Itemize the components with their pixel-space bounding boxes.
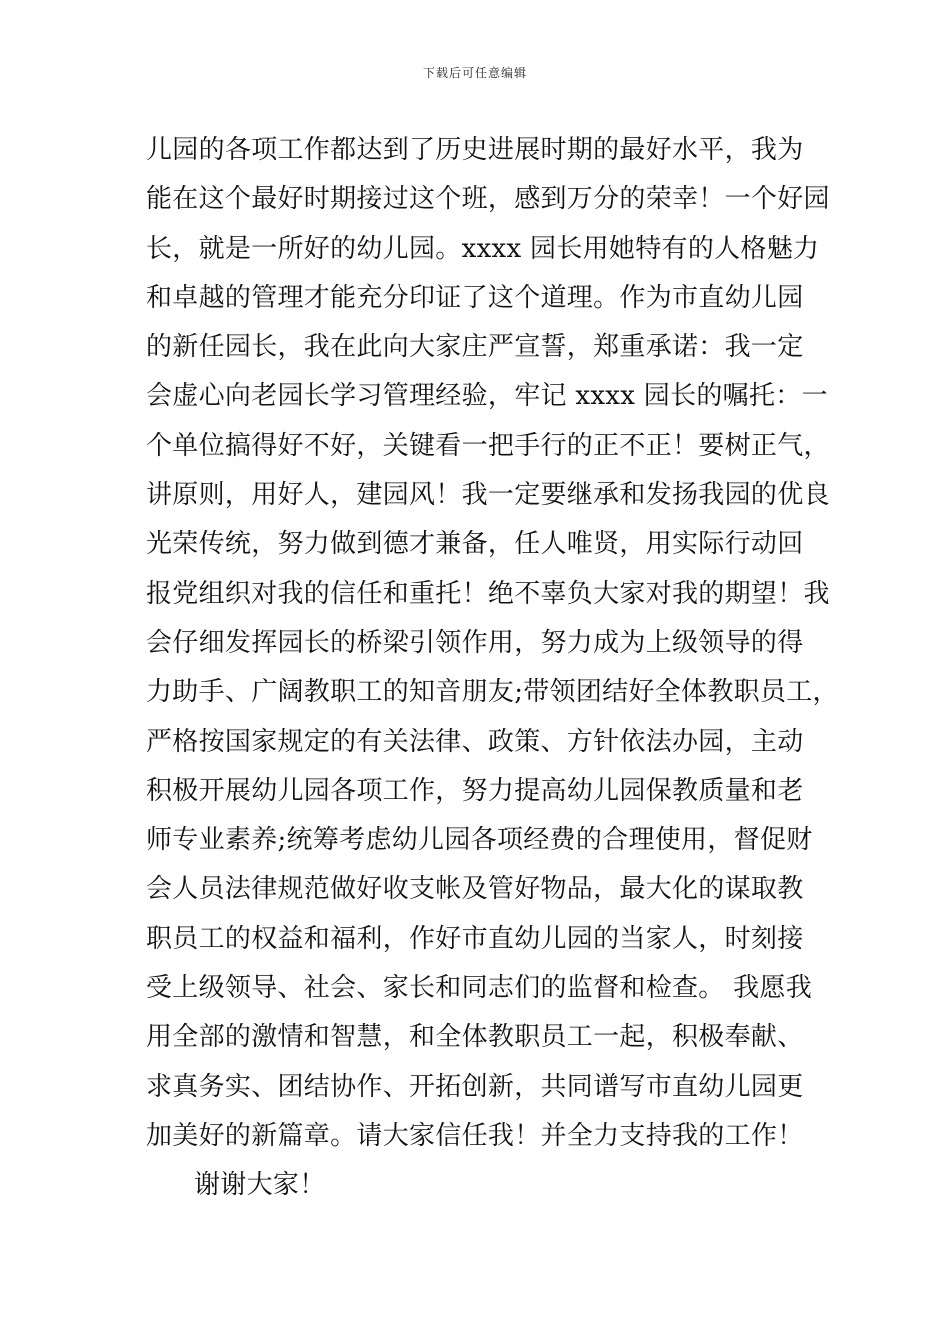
body-line: 职员工的权益和福利，作好市直幼儿园的当家人，时刻接 — [146, 923, 804, 954]
body-line: 用全部的激情和智慧，和全体教职员工一起，积极奉献、 — [146, 1022, 804, 1053]
speech-body — [146, 126, 839, 1211]
header-note: 下载后可任意编辑 — [422, 66, 527, 80]
body-line: 积极开展幼儿园各项工作，努力提高幼儿园保教质量和老 — [146, 775, 804, 806]
body-line: 会仔细发挥园长的桥梁引领作用，努力成为上级领导的得 — [146, 627, 804, 658]
body-line: 严格按国家规定的有关法律、政策、方针依法办园，主动 — [146, 726, 804, 757]
body-line: 和卓越的管理才能充分印证了这个道理。作为市直幼儿园 — [146, 282, 804, 313]
body-line: 受上级领导、社会、家长和同志们的监督和检查。 我愿我 — [146, 973, 813, 1004]
body-line: 会人员法律规范做好收支帐及管好物品，最大化的谋取教 — [146, 874, 804, 905]
body-line: 长，就是一所好的幼儿园。xxxx 园长用她特有的人格魅力 — [146, 233, 820, 264]
body-line: 讲原则，用好人，建园风！我一定要继承和发扬我园的优良 — [146, 480, 830, 511]
body-line: 的新任园长，我在此向大家庄严宣誓，郑重承诺：我一定 — [146, 332, 804, 363]
body-line: 能在这个最好时期接过这个班，感到万分的荣幸！一个好园 — [146, 184, 830, 215]
body-line: 儿园的各项工作都达到了历史进展时期的最好水平，我为 — [146, 135, 804, 165]
closing-line: 谢谢大家！ — [194, 1170, 326, 1201]
body-line: 报党组织对我的信任和重托！绝不辜负大家对我的期望！我 — [146, 578, 830, 609]
body-line: 光荣传统，努力做到德才兼备，任人唯贤，用实际行动回 — [146, 529, 804, 560]
body-line: 加美好的新篇章。请大家信任我！并全力支持我的工作！ — [146, 1120, 804, 1151]
body-line: 求真务实、团结协作、开拓创新，共同谱写市直幼儿园更 — [146, 1071, 804, 1102]
body-line: 个单位搞得好不好，关键看一把手行的正不正！要树正气， — [146, 430, 830, 461]
body-line: 师专业素养;统筹考虑幼儿园各项经费的合理使用，督促财 — [146, 825, 813, 856]
body-line: 力助手、广阔教职工的知音朋友;带领团结好全体教职员工， — [146, 677, 839, 708]
body-line: 会虚心向老园长学习管理经验，牢记 xxxx 园长的嘱托：一 — [146, 381, 828, 412]
